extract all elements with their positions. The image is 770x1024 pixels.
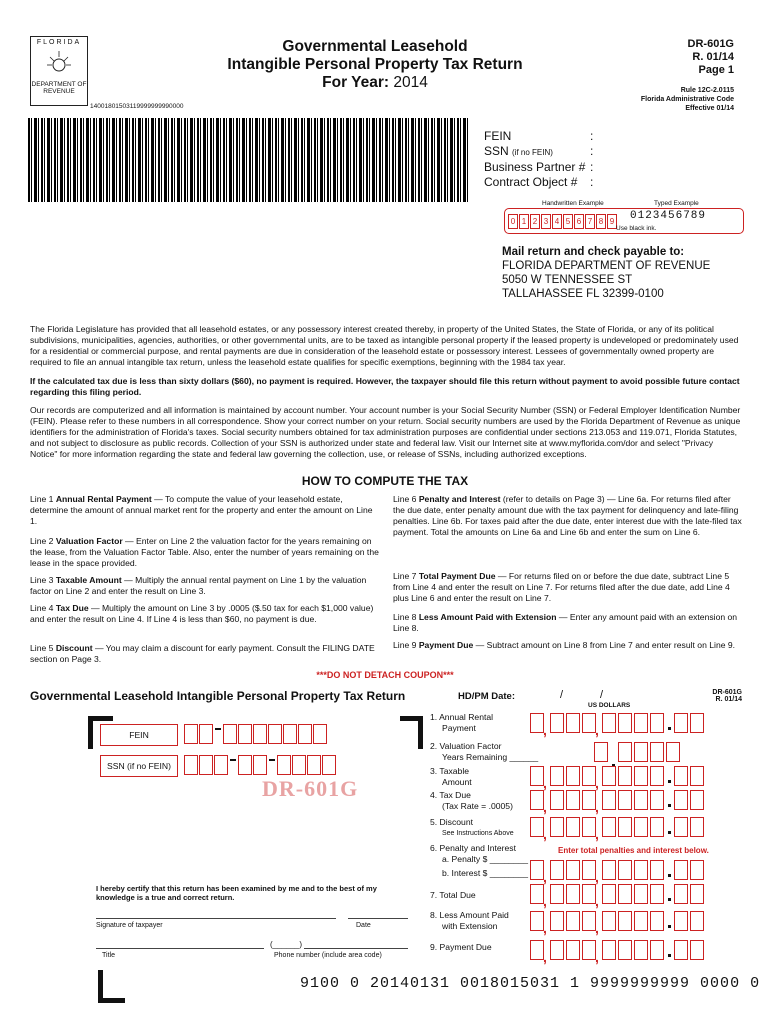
logo-state: FLORIDA — [36, 39, 82, 46]
amount-digit-box[interactable] — [530, 940, 544, 960]
phone-area-code: (______) — [270, 940, 303, 949]
us-dollars-label: US DOLLARS — [588, 702, 631, 709]
amount-digit-box[interactable] — [618, 742, 632, 762]
amount-digit-box[interactable] — [650, 817, 664, 837]
typed-example-label: Typed Example — [654, 200, 699, 207]
coupon-line-9-label: 9. Payment Due — [430, 942, 492, 952]
coupon-line-5-label: 5. Discount See Instructions Above — [430, 817, 514, 837]
form-watermark: DR-601G — [262, 776, 359, 801]
comma-separator: , — [543, 722, 547, 738]
amount-digit-box[interactable] — [550, 790, 564, 810]
howto-heading: HOW TO COMPUTE THE TAX — [301, 474, 469, 488]
amount-digit-box[interactable] — [690, 817, 704, 837]
instruction-line-5: Line 5 Discount — You may claim a discount for early payment. Consult the FILING DATE section on Page 3. — [30, 643, 375, 664]
barcode — [28, 118, 468, 202]
dash-separator — [269, 759, 275, 761]
digit-box[interactable] — [292, 755, 306, 775]
amount-digit-box[interactable] — [582, 860, 596, 880]
comma-separator: , — [543, 799, 547, 815]
amount-digit-box[interactable] — [618, 940, 632, 960]
amount-digit-box[interactable] — [566, 817, 580, 837]
comma-separator: , — [595, 775, 599, 791]
form-title: Governmental Leasehold Intangible Personal Property Tax Return For Year: 2014 — [227, 38, 523, 91]
coupon-line-2-label: 2. Valuation Factor Years Remaining ______ — [430, 741, 539, 762]
digit-box[interactable] — [184, 724, 198, 744]
amount-digit-box[interactable] — [566, 860, 580, 880]
digit-box[interactable] — [307, 755, 321, 775]
amount-digit-box[interactable] — [566, 790, 580, 810]
amount-digit-box[interactable] — [602, 911, 616, 931]
comma-separator: , — [595, 920, 599, 936]
coupon-line-4-label: 4. Tax Due (Tax Rate = .0005) — [430, 790, 513, 811]
title-line[interactable] — [96, 948, 264, 949]
instruction-line-7: Line 7 Total Payment Due — For returns filed on or before the due date, subtract Line 5 from Line 4 and enter the result on Line 7. For returns filed after the due date, add Line 4 plus Line 6 and enter the result on Line 7. — [393, 571, 730, 603]
signature-label: Signature of taxpayer — [96, 922, 163, 929]
amount-digit-box[interactable] — [634, 817, 648, 837]
rule-block: Rule 12C-2.0115 Florida Administrative Code Effective 01/14 — [640, 87, 734, 112]
decimal-point — [668, 954, 671, 957]
amount-digit-box[interactable] — [618, 790, 632, 810]
amount-digit-box[interactable] — [550, 713, 564, 733]
amount-digit-box[interactable] — [634, 742, 648, 762]
instruction-line-4: Line 4 Tax Due — Multiply the amount on Line 3 by .0005 ($.50 tax for each $1,000 value) and enter the result on Line 4. If Line 4 is less than $60, no payment is due. — [30, 603, 374, 624]
amount-digit-box[interactable] — [674, 713, 688, 733]
amount-digit-box[interactable] — [634, 713, 648, 733]
ocr-scanline: 9100 0 20140131 0018015031 1 9999999999 0000 0 — [300, 975, 761, 992]
amount-digit-box[interactable] — [602, 860, 616, 880]
dash-separator — [230, 759, 236, 761]
comma-separator: , — [543, 920, 547, 936]
instruction-line-9: Line 9 Payment Due — Subtract amount on Line 8 from Line 7 and enter result on Line 9. — [393, 640, 736, 650]
detach-warning: ***DO NOT DETACH COUPON*** — [316, 670, 454, 680]
amount-digit-box[interactable] — [530, 817, 544, 837]
amount-digit-box[interactable] — [650, 790, 664, 810]
amount-digit-box[interactable] — [634, 911, 648, 931]
amount-digit-box[interactable] — [650, 766, 664, 786]
digit-box[interactable] — [313, 724, 327, 744]
amount-digit-box[interactable] — [602, 790, 616, 810]
comma-separator: , — [595, 826, 599, 842]
year-label: For Year: — [322, 74, 390, 91]
id-row-ssn: SSN (if no FEIN) : — [484, 144, 594, 158]
corner-mark-bottom-left — [98, 970, 125, 1003]
amount-digit-box[interactable] — [530, 790, 544, 810]
digit-box[interactable] — [214, 755, 228, 775]
decimal-point — [668, 804, 671, 807]
amount-digit-box[interactable] — [650, 884, 664, 904]
amount-digit-box[interactable] — [674, 860, 688, 880]
amount-digit-box[interactable] — [674, 766, 688, 786]
date-separator-1: / — [560, 689, 564, 701]
amount-digit-box[interactable] — [566, 911, 580, 931]
amount-digit-box[interactable] — [602, 884, 616, 904]
digit-box[interactable] — [238, 755, 252, 775]
amount-digit-box[interactable] — [618, 911, 632, 931]
year-value: 2014 — [393, 74, 428, 91]
amount-digit-box[interactable] — [550, 766, 564, 786]
coupon-line-8-label: 8. Less Amount Paid with Extension — [430, 910, 509, 931]
amount-digit-box[interactable] — [634, 884, 648, 904]
id-labels — [484, 129, 593, 190]
coupon-form-id: DR-601G R. 01/14 — [712, 689, 742, 703]
amount-digit-box[interactable] — [550, 911, 564, 931]
digit-box[interactable] — [298, 724, 312, 744]
penalty-note: Enter total penalties and interest below. — [558, 846, 709, 855]
amount-digit-box[interactable] — [594, 742, 608, 762]
amount-digit-box[interactable] — [582, 940, 596, 960]
amount-digit-box[interactable] — [530, 911, 544, 931]
amount-digit-box[interactable] — [602, 817, 616, 837]
amount-digit-box[interactable] — [602, 940, 616, 960]
amount-digit-box[interactable] — [550, 884, 564, 904]
instruction-line-3: Line 3 Taxable Amount — Multiply the annual rental payment on Line 1 by the valuation factor on Line 2 and enter the result on Line 3. — [30, 575, 367, 596]
decimal-point — [668, 727, 671, 730]
digit-box[interactable] — [199, 724, 213, 744]
amount-digit-box[interactable] — [634, 860, 648, 880]
amount-digit-box[interactable] — [566, 713, 580, 733]
amount-digit-box[interactable] — [618, 817, 632, 837]
instruction-line-2: Line 2 Valuation Factor — Enter on Line 2 the valuation factor for the years remaining on the lease, from the Valuation Factor Table. Also, enter the number of years remaining on the lease in the space provided. — [30, 536, 379, 568]
amount-digit-box[interactable] — [530, 860, 544, 880]
instruction-line-8: Line 8 Less Amount Paid with Extension — Enter any amount paid with an extension on Line 8. — [393, 612, 738, 633]
digit-box[interactable] — [238, 724, 252, 744]
amount-digit-box[interactable] — [634, 790, 648, 810]
digit-box[interactable] — [268, 724, 282, 744]
id-row-business-partner: Business Partner # : — [484, 160, 594, 174]
florida-dor-logo — [30, 36, 88, 106]
hdpm-date-label: HD/PM Date: — [458, 691, 516, 702]
amount-digit-box[interactable] — [530, 766, 544, 786]
barcode-number: 14001801503119999999990000 — [90, 103, 184, 110]
id-row-fein: FEIN : — [484, 129, 594, 143]
coupon-title: Governmental Leasehold Intangible Personal Property Tax Return — [30, 689, 406, 703]
amount-digit-box[interactable] — [690, 860, 704, 880]
decimal-point — [668, 831, 671, 834]
amount-digit-box[interactable] — [666, 742, 680, 762]
decimal-point — [668, 925, 671, 928]
digit-box[interactable] — [253, 724, 267, 744]
comma-separator: , — [543, 893, 547, 909]
comma-separator: , — [543, 869, 547, 885]
amount-digit-box[interactable] — [550, 817, 564, 837]
handwritten-digits: 0 1 2 3 4 5 6 7 8 9 — [508, 211, 618, 229]
decimal-point — [668, 898, 671, 901]
amount-digit-box[interactable] — [550, 860, 564, 880]
decimal-point — [668, 780, 671, 783]
amount-digit-box[interactable] — [582, 713, 596, 733]
amount-digit-box[interactable] — [650, 940, 664, 960]
comma-separator: , — [595, 799, 599, 815]
digit-box[interactable] — [277, 755, 291, 775]
coupon-line-1-label: 1. Annual Rental Payment — [430, 712, 494, 733]
phone-line[interactable] — [304, 948, 408, 949]
digit-box[interactable] — [223, 724, 237, 744]
amount-digit-box[interactable] — [566, 940, 580, 960]
amount-digit-box[interactable] — [582, 911, 596, 931]
digit-box[interactable] — [253, 755, 267, 775]
amount-digit-box[interactable] — [530, 884, 544, 904]
amount-digit-box[interactable] — [690, 766, 704, 786]
coupon-line-6-label: 6. Penalty and Interest a. Penalty $ ________ b. Interest $ ________ — [430, 843, 529, 878]
comma-separator: , — [595, 722, 599, 738]
date-separator-2: / — [600, 689, 604, 701]
digit-box[interactable] — [322, 755, 336, 775]
amount-digit-box[interactable] — [650, 742, 664, 762]
comma-separator: , — [543, 775, 547, 791]
amount-digit-box[interactable] — [602, 766, 616, 786]
date-label: Date — [356, 922, 371, 929]
amount-digit-box[interactable] — [566, 884, 580, 904]
intro-paragraph-3: Our records are computerized and all information is maintained by account number. Your account number is your Social Security Number (SSN) or Federal Employer Identification Number (FEIN). Please refer to these numbers in all correspondence. Show your correct number on your return. Social security numbers are used by the Florida Department of Revenue as unique identifiers for the administration of Florida's taxes. Social security numbers obtained for tax administration purposes are confidential under sections 213.053 and 119.071, Florida Statutes, and not subject to disclosure as public records. Collection of your SSN is authorized under state and federal law. Visit our Internet site at www.myflorida.com/dor and select "Privacy Notice" for more information regarding the state and federal law governing the collection, use, or release of SSNs, including authorized exceptions. — [30, 405, 741, 459]
amount-digit-box[interactable] — [582, 884, 596, 904]
amount-digit-box[interactable] — [674, 790, 688, 810]
phone-label: Phone number (include area code) — [274, 952, 382, 959]
amount-digit-box[interactable] — [674, 911, 688, 931]
ink-note: Use black ink. — [616, 225, 657, 232]
intro-paragraph-1: The Florida Legislature has provided that all leasehold estates, or any possessory interest created thereby, in property of the United States, the State of Florida, or any of its political subdivisions, municipalities, agencies, authorities, or other governmental units, are to be taxed as intangible personal property if the leased property is undeveloped or predominately used for a residential or commercial purpose, and rental payments are due in consideration of the leasehold estate or possessory interest. Lessees of governmentally owned property are required to file an annual intangible tax return, unless the leasehold estate qualifies for specific exemptions, beginning with the 1984 tax year. — [30, 324, 739, 367]
amount-digit-box[interactable] — [530, 713, 544, 733]
ssn-label-box: SSN (if no FEIN) — [100, 755, 178, 777]
amount-digit-box[interactable] — [674, 940, 688, 960]
corner-mark-top-right — [400, 716, 423, 749]
comma-separator: , — [595, 869, 599, 885]
comma-separator: , — [543, 826, 547, 842]
digit-box[interactable] — [199, 755, 213, 775]
amount-digit-box[interactable] — [618, 713, 632, 733]
amount-digit-box[interactable] — [690, 884, 704, 904]
title-label: Title — [102, 952, 115, 959]
amount-digit-box[interactable] — [582, 790, 596, 810]
handwritten-example-label: Handwritten Example — [542, 200, 604, 207]
amount-digit-box[interactable] — [650, 860, 664, 880]
instruction-line-1: Line 1 Annual Rental Payment — To compute the value of your leasehold estate, determine the amount of annual market rent for the property and enter the amount on Line 1. — [30, 494, 373, 526]
comma-separator: , — [595, 893, 599, 909]
amount-digit-box[interactable] — [618, 860, 632, 880]
amount-digit-box[interactable] — [618, 884, 632, 904]
instruction-line-6: Line 6 Penalty and Interest (refer to details on Page 3) — Line 6a. For returns filed after the due date, enter penalty amount due with the tax payment for delinquency and late-filing penalties. Line 6b. For taxes paid after the due date, enter interest due with the late-filed tax payment. Total the amounts on Line 6a and Line 6b and enter the sum on Line 6. — [393, 494, 742, 537]
sun-emblem-icon — [47, 49, 71, 77]
amount-digit-box[interactable] — [550, 940, 564, 960]
digit-box[interactable] — [184, 755, 198, 775]
fein-label-box: FEIN — [100, 724, 178, 746]
signature-line[interactable] — [96, 918, 336, 919]
amount-digit-box[interactable] — [566, 766, 580, 786]
date-line[interactable] — [348, 918, 408, 919]
amount-digit-box[interactable] — [582, 766, 596, 786]
logo-department: DEPARTMENT OF REVENUE — [31, 81, 87, 95]
amount-digit-box[interactable] — [690, 713, 704, 733]
amount-digit-box[interactable] — [674, 884, 688, 904]
typed-digits: 0123456789 — [630, 210, 707, 222]
comma-separator: , — [543, 949, 547, 965]
amount-digit-box[interactable] — [690, 790, 704, 810]
comma-separator: , — [595, 949, 599, 965]
amount-digit-box[interactable] — [650, 713, 664, 733]
intro-paragraph-2: If the calculated tax due is less than sixty dollars ($60), no payment is required. However, the taxpayer should file this return without payment to avoid possible future contact regarding this filing period. — [30, 376, 740, 397]
decimal-point — [668, 874, 671, 877]
mailing-address: Mail return and check payable to: FLORIDA DEPARTMENT OF REVENUE 5050 W TENNESSEE ST TALLAHASSEE FL 32399-0100 — [502, 246, 711, 300]
amount-digit-box[interactable] — [690, 940, 704, 960]
certification-text: I hereby certify that this return has been examined by me and to the best of my knowledge is a true and correct return. — [96, 884, 377, 902]
amount-digit-box[interactable] — [690, 911, 704, 931]
amount-digit-box[interactable] — [674, 817, 688, 837]
id-row-contract-object: Contract Object # : — [484, 175, 594, 189]
form-id-block: DR-601G R. 01/14 Page 1 — [687, 38, 734, 76]
coupon-line-3-label: 3. Taxable Amount — [430, 766, 472, 787]
digit-box[interactable] — [283, 724, 297, 744]
dash-separator — [215, 728, 221, 730]
amount-digit-box[interactable] — [634, 766, 648, 786]
amount-digit-box[interactable] — [634, 940, 648, 960]
amount-digit-box[interactable] — [582, 817, 596, 837]
amount-digit-box[interactable] — [618, 766, 632, 786]
amount-digit-box[interactable] — [602, 713, 616, 733]
amount-digit-box[interactable] — [650, 911, 664, 931]
coupon-line-7-label: 7. Total Due — [430, 890, 476, 900]
